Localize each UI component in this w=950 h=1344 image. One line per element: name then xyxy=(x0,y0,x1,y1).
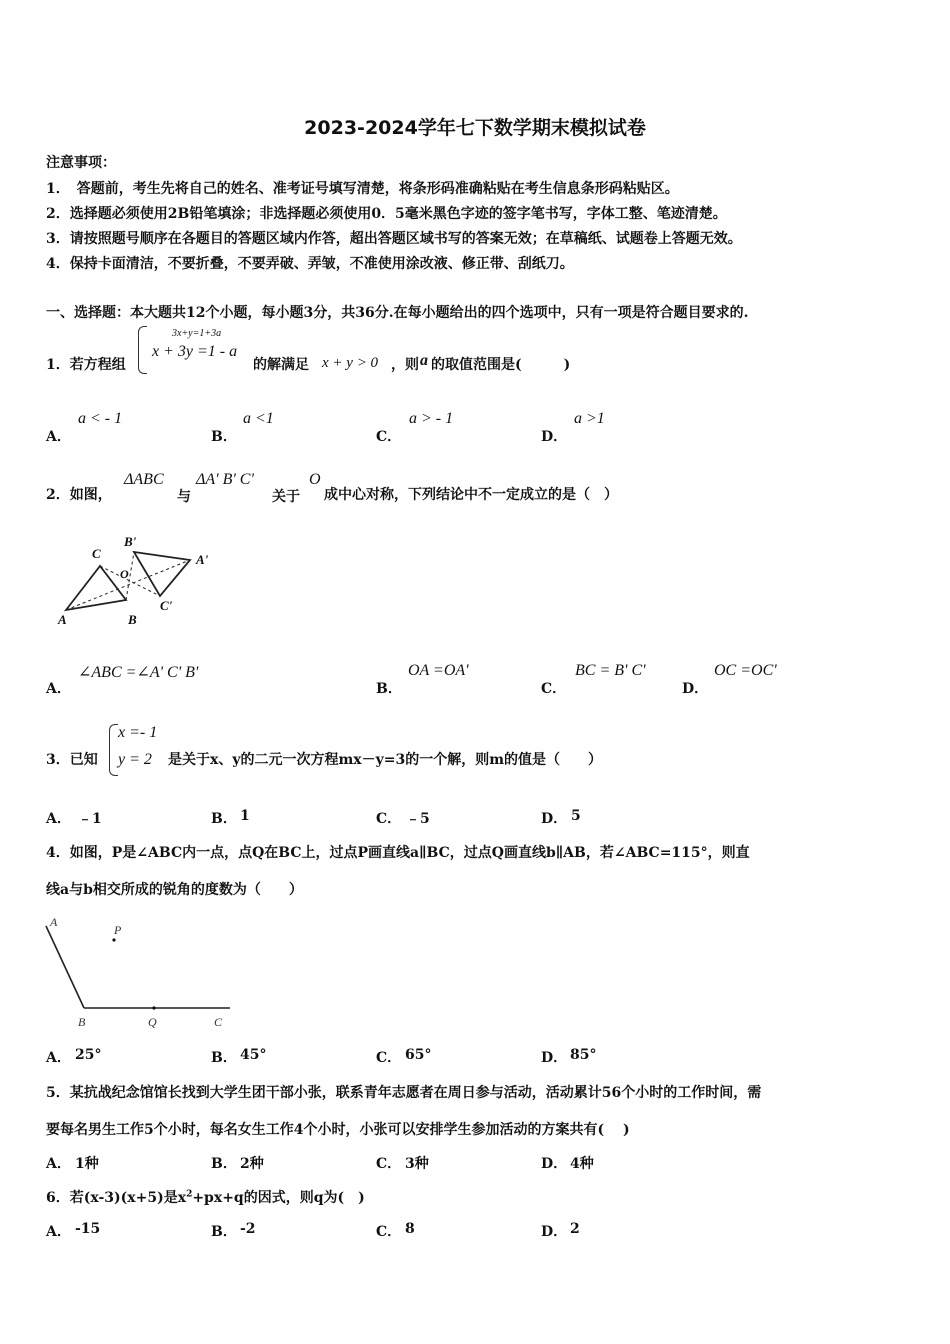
q2-triangle-1: ΔABC xyxy=(124,471,164,488)
q5-line-2: 要每名男生工作5个小时，每名女生工作4个小时，小张可以安排学生参加活动的方案共有( ) xyxy=(46,1122,630,1138)
q6-superscript: 2 xyxy=(186,1189,193,1200)
notice-item: 3．请按照题号顺序在各题目的答题区域内作答，超出答题区域书写的答案无效；在草稿纸、试题卷上答题无效。 xyxy=(46,231,742,247)
q5-option-b[interactable]: 2种 xyxy=(240,1156,264,1172)
q6-option-letter: D． xyxy=(541,1224,568,1240)
triangle-abc xyxy=(66,566,126,610)
q1-option-letter: B． xyxy=(211,429,237,445)
q3-option-letter: C． xyxy=(376,811,402,827)
q4-figure xyxy=(40,912,240,1032)
q3-option-letter: B． xyxy=(211,811,237,827)
q3-prefix: 3．已知 xyxy=(46,752,98,768)
q2-option-letter: C． xyxy=(541,681,567,697)
q2-suffix: 成中心对称，下列结论中不一定成立的是（ ） xyxy=(324,487,618,503)
label-o: O xyxy=(120,567,129,581)
q2-option-letter: D． xyxy=(682,681,709,697)
point-p xyxy=(112,938,115,941)
q4-line-1: 4．如图，P是∠ABC内一点，点Q在BC上，过点P画直线a∥BC，过点Q画直线b∥AB，若∠ABC=115°，则直 xyxy=(46,845,750,861)
label-a: A xyxy=(50,915,58,929)
q2-option-a[interactable]: ∠ABC =∠A' C' B' xyxy=(78,664,199,681)
q1-var: a xyxy=(420,352,428,369)
page-title: 2023-2024学年七下数学期末模拟试卷 xyxy=(304,117,646,139)
q5-option-letter: D． xyxy=(541,1156,568,1172)
q5-option-d[interactable]: 4种 xyxy=(570,1156,594,1172)
label-a: A xyxy=(58,612,67,627)
q1-mid: 的解满足 xyxy=(253,357,309,373)
q3-option-letter: A． xyxy=(46,811,71,827)
q4-option-d[interactable]: 85° xyxy=(570,1047,597,1063)
triangle-a1b1c1 xyxy=(134,552,190,596)
q3-eq-bottom: y = 2 xyxy=(118,751,152,768)
q4-option-c[interactable]: 65° xyxy=(405,1047,432,1063)
q3-eq-top: x =- 1 xyxy=(118,724,158,741)
q6-option-c[interactable]: 8 xyxy=(405,1221,415,1237)
q1-brace xyxy=(138,326,147,374)
q3-option-letter: D． xyxy=(541,811,568,827)
q6-option-letter: B． xyxy=(211,1224,237,1240)
q1-suffix2: 的取值范围是( ) xyxy=(431,357,571,373)
q1-eq-bottom: x + 3y =1 - a xyxy=(152,343,238,360)
q1-option-letter: D． xyxy=(541,429,568,445)
q5-option-c[interactable]: 3种 xyxy=(405,1156,429,1172)
q3-brace xyxy=(109,724,118,776)
q6-part-2: +px+q的因式，则q为( ) xyxy=(192,1190,365,1206)
q6-option-letter: C． xyxy=(376,1224,402,1240)
q1-option-a[interactable]: a < - 1 xyxy=(78,410,123,427)
q2-option-c[interactable]: BC = B' C' xyxy=(575,662,646,679)
q3-option-b[interactable]: 1 xyxy=(240,808,250,824)
q4-option-letter: D． xyxy=(541,1050,568,1066)
q6-option-d[interactable]: 2 xyxy=(570,1221,580,1237)
q3-option-d[interactable]: 5 xyxy=(571,808,581,824)
label-p: P xyxy=(114,923,122,937)
q2-option-b[interactable]: OA =OA' xyxy=(408,662,469,679)
q1-option-c[interactable]: a > - 1 xyxy=(409,410,454,427)
q2-prefix: 2．如图， xyxy=(46,487,112,503)
q2-figure xyxy=(50,528,220,628)
q6-option-b[interactable]: -2 xyxy=(240,1221,256,1237)
q4-option-b[interactable]: 45° xyxy=(240,1047,267,1063)
q5-option-letter: A． xyxy=(46,1156,71,1172)
label-c: C xyxy=(92,546,101,561)
notice-heading: 注意事项： xyxy=(46,155,116,171)
q2-option-letter: B． xyxy=(376,681,402,697)
q6-option-a[interactable]: -15 xyxy=(75,1221,101,1237)
q1-option-d[interactable]: a >1 xyxy=(574,410,605,427)
q4-line-2: 线a与b相交所成的锐角的度数为（ ） xyxy=(46,882,303,898)
label-c1: C' xyxy=(160,598,173,613)
q5-option-letter: B． xyxy=(211,1156,237,1172)
notice-item: 4．保持卡面清洁，不要折叠，不要弄破、弄皱，不准使用涂改液、修正带、刮纸刀。 xyxy=(46,256,574,272)
q2-option-d[interactable]: OC =OC' xyxy=(714,662,777,679)
q1-condition: x + y > 0 xyxy=(322,355,379,371)
q4-option-letter: C． xyxy=(376,1050,402,1066)
section-heading: 一、选择题：本大题共12个小题，每小题3分，共36分.在每小题给出的四个选项中，只有一项是符合题目要求的. xyxy=(46,305,749,321)
q3-suffix: 是关于x、y的二元一次方程mx－y=3的一个解，则m的值是（ ） xyxy=(168,752,603,768)
q3-option-c[interactable]: ﹣5 xyxy=(406,811,430,827)
q2-center-o: O xyxy=(309,471,321,488)
label-b: B xyxy=(128,612,137,627)
q4-option-a[interactable]: 25° xyxy=(75,1047,102,1063)
ray-ba xyxy=(46,926,84,1008)
q1-eq-top: 3x+y=1+3a xyxy=(172,328,222,339)
q1-option-b[interactable]: a <1 xyxy=(243,410,274,427)
q1-suffix: ，则 xyxy=(391,357,419,373)
q4-option-letter: A． xyxy=(46,1050,71,1066)
label-b: B xyxy=(78,1015,86,1029)
q2-option-letter: A． xyxy=(46,681,71,697)
notice-item: 2．选择题必须使用2B铅笔填涂；非选择题必须使用0．5毫米黑色字迹的签字笔书写，字体工整、笔迹清楚。 xyxy=(46,206,727,222)
q4-option-letter: B． xyxy=(211,1050,237,1066)
q5-option-letter: C． xyxy=(376,1156,402,1172)
q6-question xyxy=(46,1187,365,1207)
q6-part-1: 6．若(x-3)(x+5)是x xyxy=(46,1190,187,1206)
point-q xyxy=(152,1006,155,1009)
label-c: C xyxy=(214,1015,223,1029)
q6-option-letter: A． xyxy=(46,1224,71,1240)
label-b1: B' xyxy=(124,534,137,549)
q1-prefix: 1．若方程组 xyxy=(46,357,126,373)
label-q: Q xyxy=(148,1015,157,1029)
q2-yu: 与 xyxy=(177,489,191,505)
q1-option-letter: A． xyxy=(46,429,71,445)
q1-option-letter: C． xyxy=(376,429,402,445)
label-a1: A' xyxy=(196,552,209,567)
q2-guanyu: 关于 xyxy=(272,489,300,505)
q5-option-a[interactable]: 1种 xyxy=(75,1156,99,1172)
q2-triangle-2: ΔA' B' C' xyxy=(196,471,254,488)
notice-item: 1． 答题前，考生先将自己的姓名、准考证号填写清楚，将条形码准确粘贴在考生信息条形码粘贴区。 xyxy=(46,181,679,197)
q3-option-a[interactable]: ﹣1 xyxy=(78,811,102,827)
q5-line-1: 5．某抗战纪念馆馆长找到大学生团干部小张，联系青年志愿者在周日参与活动，活动累计56个小时的工作时间，需 xyxy=(46,1085,762,1101)
